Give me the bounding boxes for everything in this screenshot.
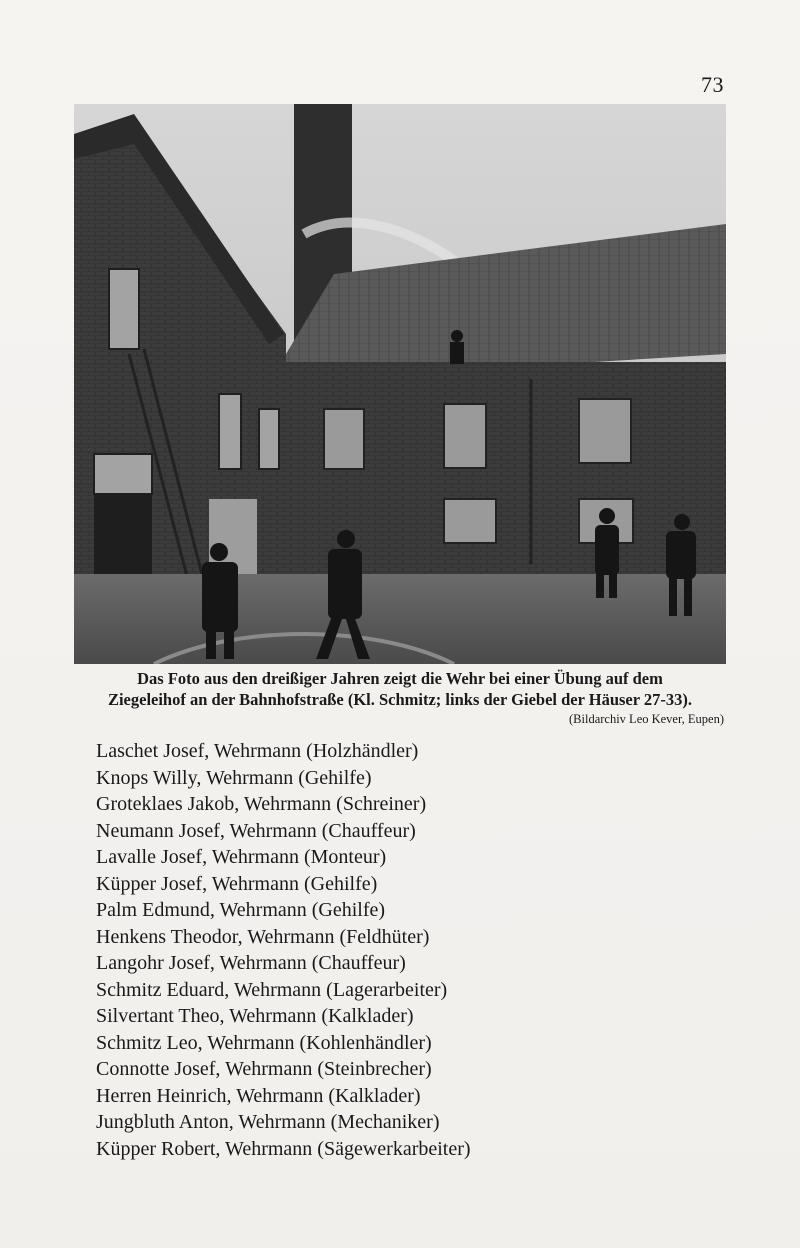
roster-entry: Silvertant Theo, Wehrmann (Kalklader) [96,1005,414,1027]
roster-entry: Neumann Josef, Wehrmann (Chauffeur) [96,819,416,842]
roster-entry: Küpper Robert, Wehrmann (Sägewerkarbeiter) [96,1137,471,1160]
caption-line-1: Das Foto aus den dreißiger Jahren zeigt die Wehr bei einer Übung auf dem [137,669,663,688]
roster-entry: Schmitz Eduard, Wehrmann (Lagerarbeiter) [96,978,448,1001]
page-number: 73 [701,72,724,97]
roster-entry: Connotte Josef, Wehrmann (Steinbrecher) [96,1058,432,1080]
roster-entry: Langohr Josef, Wehrmann (Chauffeur) [96,952,406,974]
roster-entry: Herren Heinrich, Wehrmann (Kalklader) [96,1084,421,1107]
caption-line-2: Ziegeleihof an der Bahnhofstraße (Kl. Schmitz; links der Giebel der Häuser 27-33). [107,690,693,709]
photo-credit: (Bildarchiv Leo Kever, Eupen) [569,712,724,726]
roster-entry: Laschet Josef, Wehrmann (Holzhändler) [96,740,419,762]
yard-ground [74,574,726,664]
roster-entry: Lavalle Josef, Wehrmann (Monteur) [96,846,387,868]
roster-entry: Palm Edmund, Wehrmann (Gehilfe) [96,899,386,921]
barn-door [94,494,152,579]
fireman-on-roof [450,330,464,364]
historical-photo [74,104,726,664]
roster-entry: Groteklaes Jakob, Wehrmann (Schreiner) [96,793,427,815]
roster-entry: Küpper Josef, Wehrmann (Gehilfe) [96,872,378,895]
roster-entry: Henkens Theodor, Wehrmann (Feldhüter) [96,925,430,948]
member-roster [96,738,716,1162]
roster-entry: Schmitz Leo, Wehrmann (Kohlenhändler) [96,1031,432,1054]
roster-entry: Knops Willy, Wehrmann (Gehilfe) [96,766,372,789]
photo-caption [74,668,726,710]
roster-entry: Jungbluth Anton, Wehrmann (Mechaniker) [96,1111,440,1133]
